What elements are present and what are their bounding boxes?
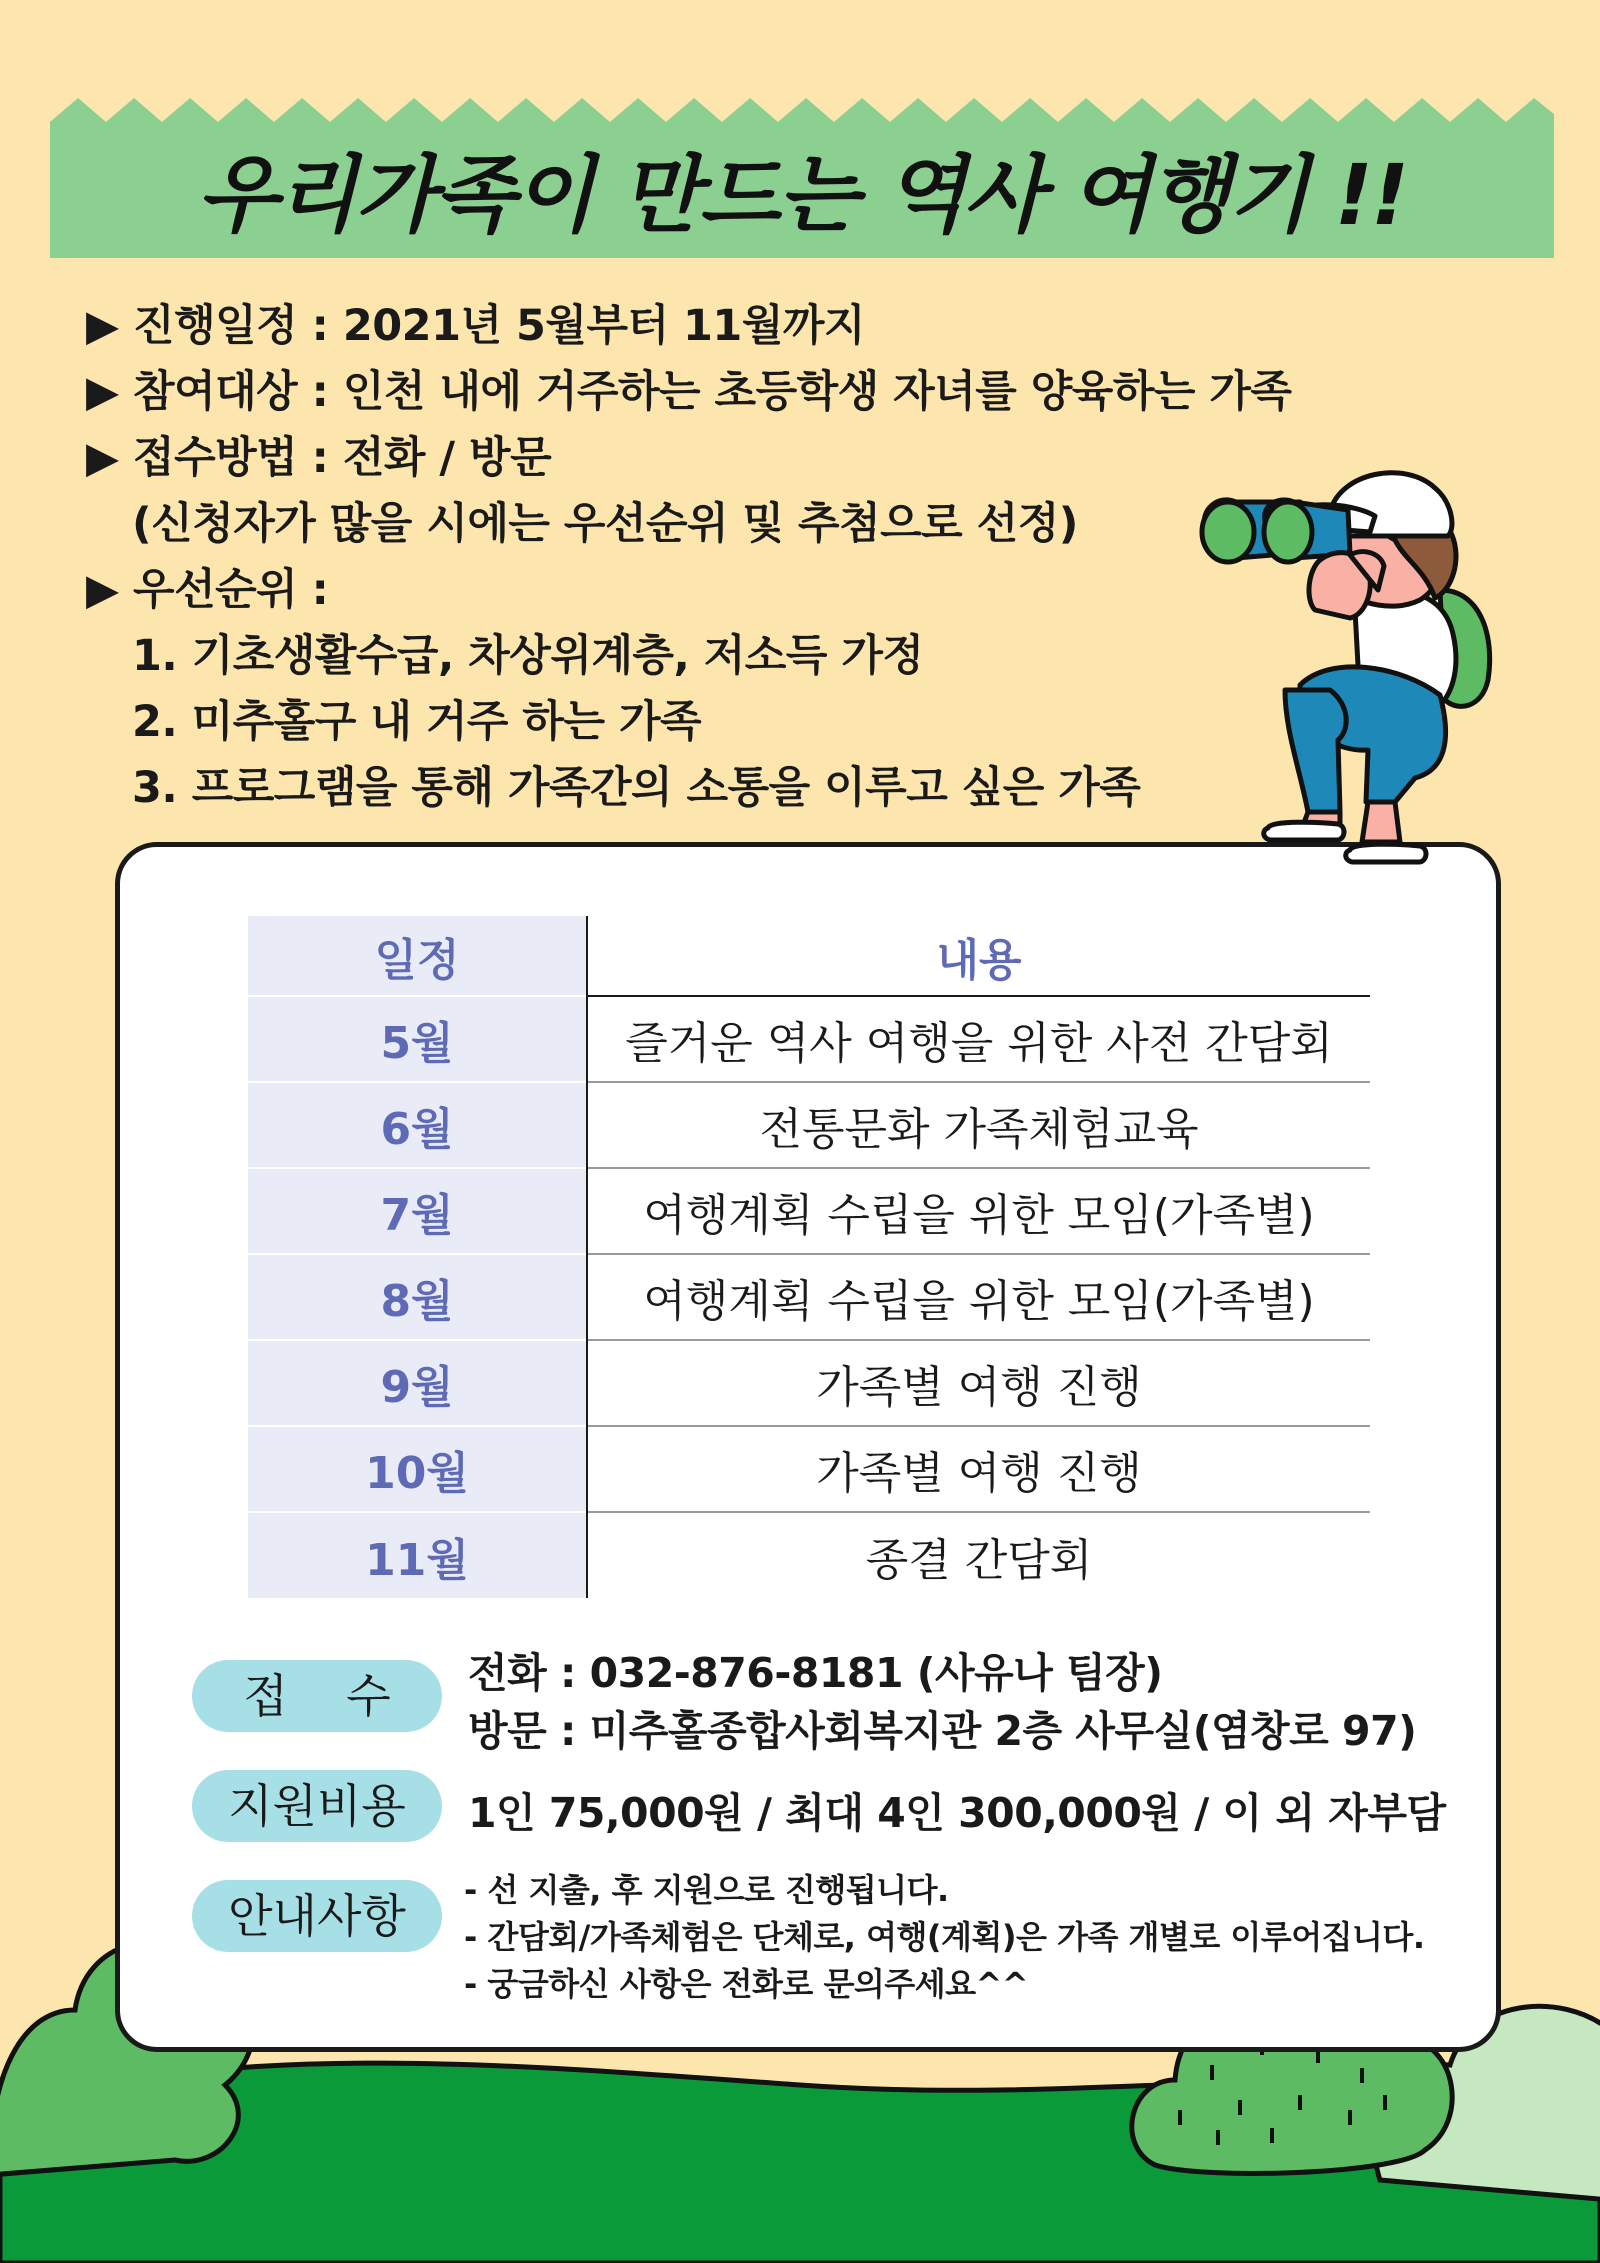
- row-month: 8월: [248, 1254, 587, 1340]
- table-row: [248, 1512, 1370, 1598]
- priority-item: 3. 프로그램을 통해 가족간의 소통을 이루고 싶은 가족: [132, 763, 1141, 813]
- priority-heading: ▶ 우선순위 :: [86, 565, 329, 615]
- schedule-info: ▶ 진행일정 : 2021년 5월부터 11월까지: [86, 301, 865, 351]
- kid-with-binoculars-illustration: [1190, 440, 1520, 900]
- table-row: [248, 1426, 1370, 1512]
- row-content: 가족별 여행 진행: [587, 1340, 1370, 1426]
- row-content: 전통문화 가족체험교육: [587, 1082, 1370, 1168]
- header-month: 일정: [248, 916, 587, 996]
- row-month: 11월: [248, 1512, 587, 1598]
- table-row: [248, 1340, 1370, 1426]
- row-month: 7월: [248, 1168, 587, 1254]
- reception-visit: 방문 : 미추홀종합사회복지관 2층 사무실(염창로 97): [468, 1707, 1417, 1755]
- reception-label: 접 수: [192, 1660, 442, 1732]
- row-month: 6월: [248, 1082, 587, 1168]
- header-content: 내용: [587, 916, 1370, 996]
- notice-line: - 궁금하신 사항은 전화로 문의주세요^^: [464, 1965, 1029, 2003]
- schedule-table: [248, 916, 1370, 1598]
- priority-item: 1. 기초생활수급, 차상위계층, 저소득 가정: [132, 631, 924, 681]
- table-row: [248, 996, 1370, 1082]
- row-month: 10월: [248, 1426, 587, 1512]
- row-content: 가족별 여행 진행: [587, 1426, 1370, 1512]
- row-month: 9월: [248, 1340, 587, 1426]
- table-header-row: [248, 916, 1370, 996]
- support-detail: 1인 75,000원 / 최대 4인 300,000원 / 이 외 자부담: [468, 1789, 1446, 1837]
- method-info: ▶ 접수방법 : 전화 / 방문: [86, 433, 552, 483]
- notice-line: - 선 지출, 후 지원으로 진행됩니다.: [464, 1871, 949, 1909]
- support-label: 지원비용: [192, 1770, 442, 1842]
- method-note: (신청자가 많을 시에는 우선순위 및 추첨으로 선정): [132, 499, 1078, 549]
- table-row: [248, 1082, 1370, 1168]
- notice-line: - 간담회/가족체험은 단체로, 여행(계획)은 가족 개별로 이루어집니다.: [464, 1918, 1425, 1956]
- table-row: [248, 1254, 1370, 1340]
- row-content: 즐거운 역사 여행을 위한 사전 간담회: [587, 996, 1370, 1082]
- notice-label: 안내사항: [192, 1880, 442, 1952]
- table-row: [248, 1168, 1370, 1254]
- row-content: 여행계획 수립을 위한 모임(가족별): [587, 1168, 1370, 1254]
- row-content: 여행계획 수립을 위한 모임(가족별): [587, 1254, 1370, 1340]
- priority-item: 2. 미추홀구 내 거주 하는 가족: [132, 697, 702, 747]
- row-content: 종결 간담회: [587, 1512, 1370, 1598]
- reception-phone: 전화 : 032-876-8181 (사유나 팀장): [468, 1649, 1163, 1697]
- target-info: ▶ 참여대상 : 인천 내에 거주하는 초등학생 자녀를 양육하는 가족: [86, 367, 1292, 417]
- page-title: 우리가족이 만드는 역사 여행기 !!: [196, 146, 1408, 244]
- row-month: 5월: [248, 996, 587, 1082]
